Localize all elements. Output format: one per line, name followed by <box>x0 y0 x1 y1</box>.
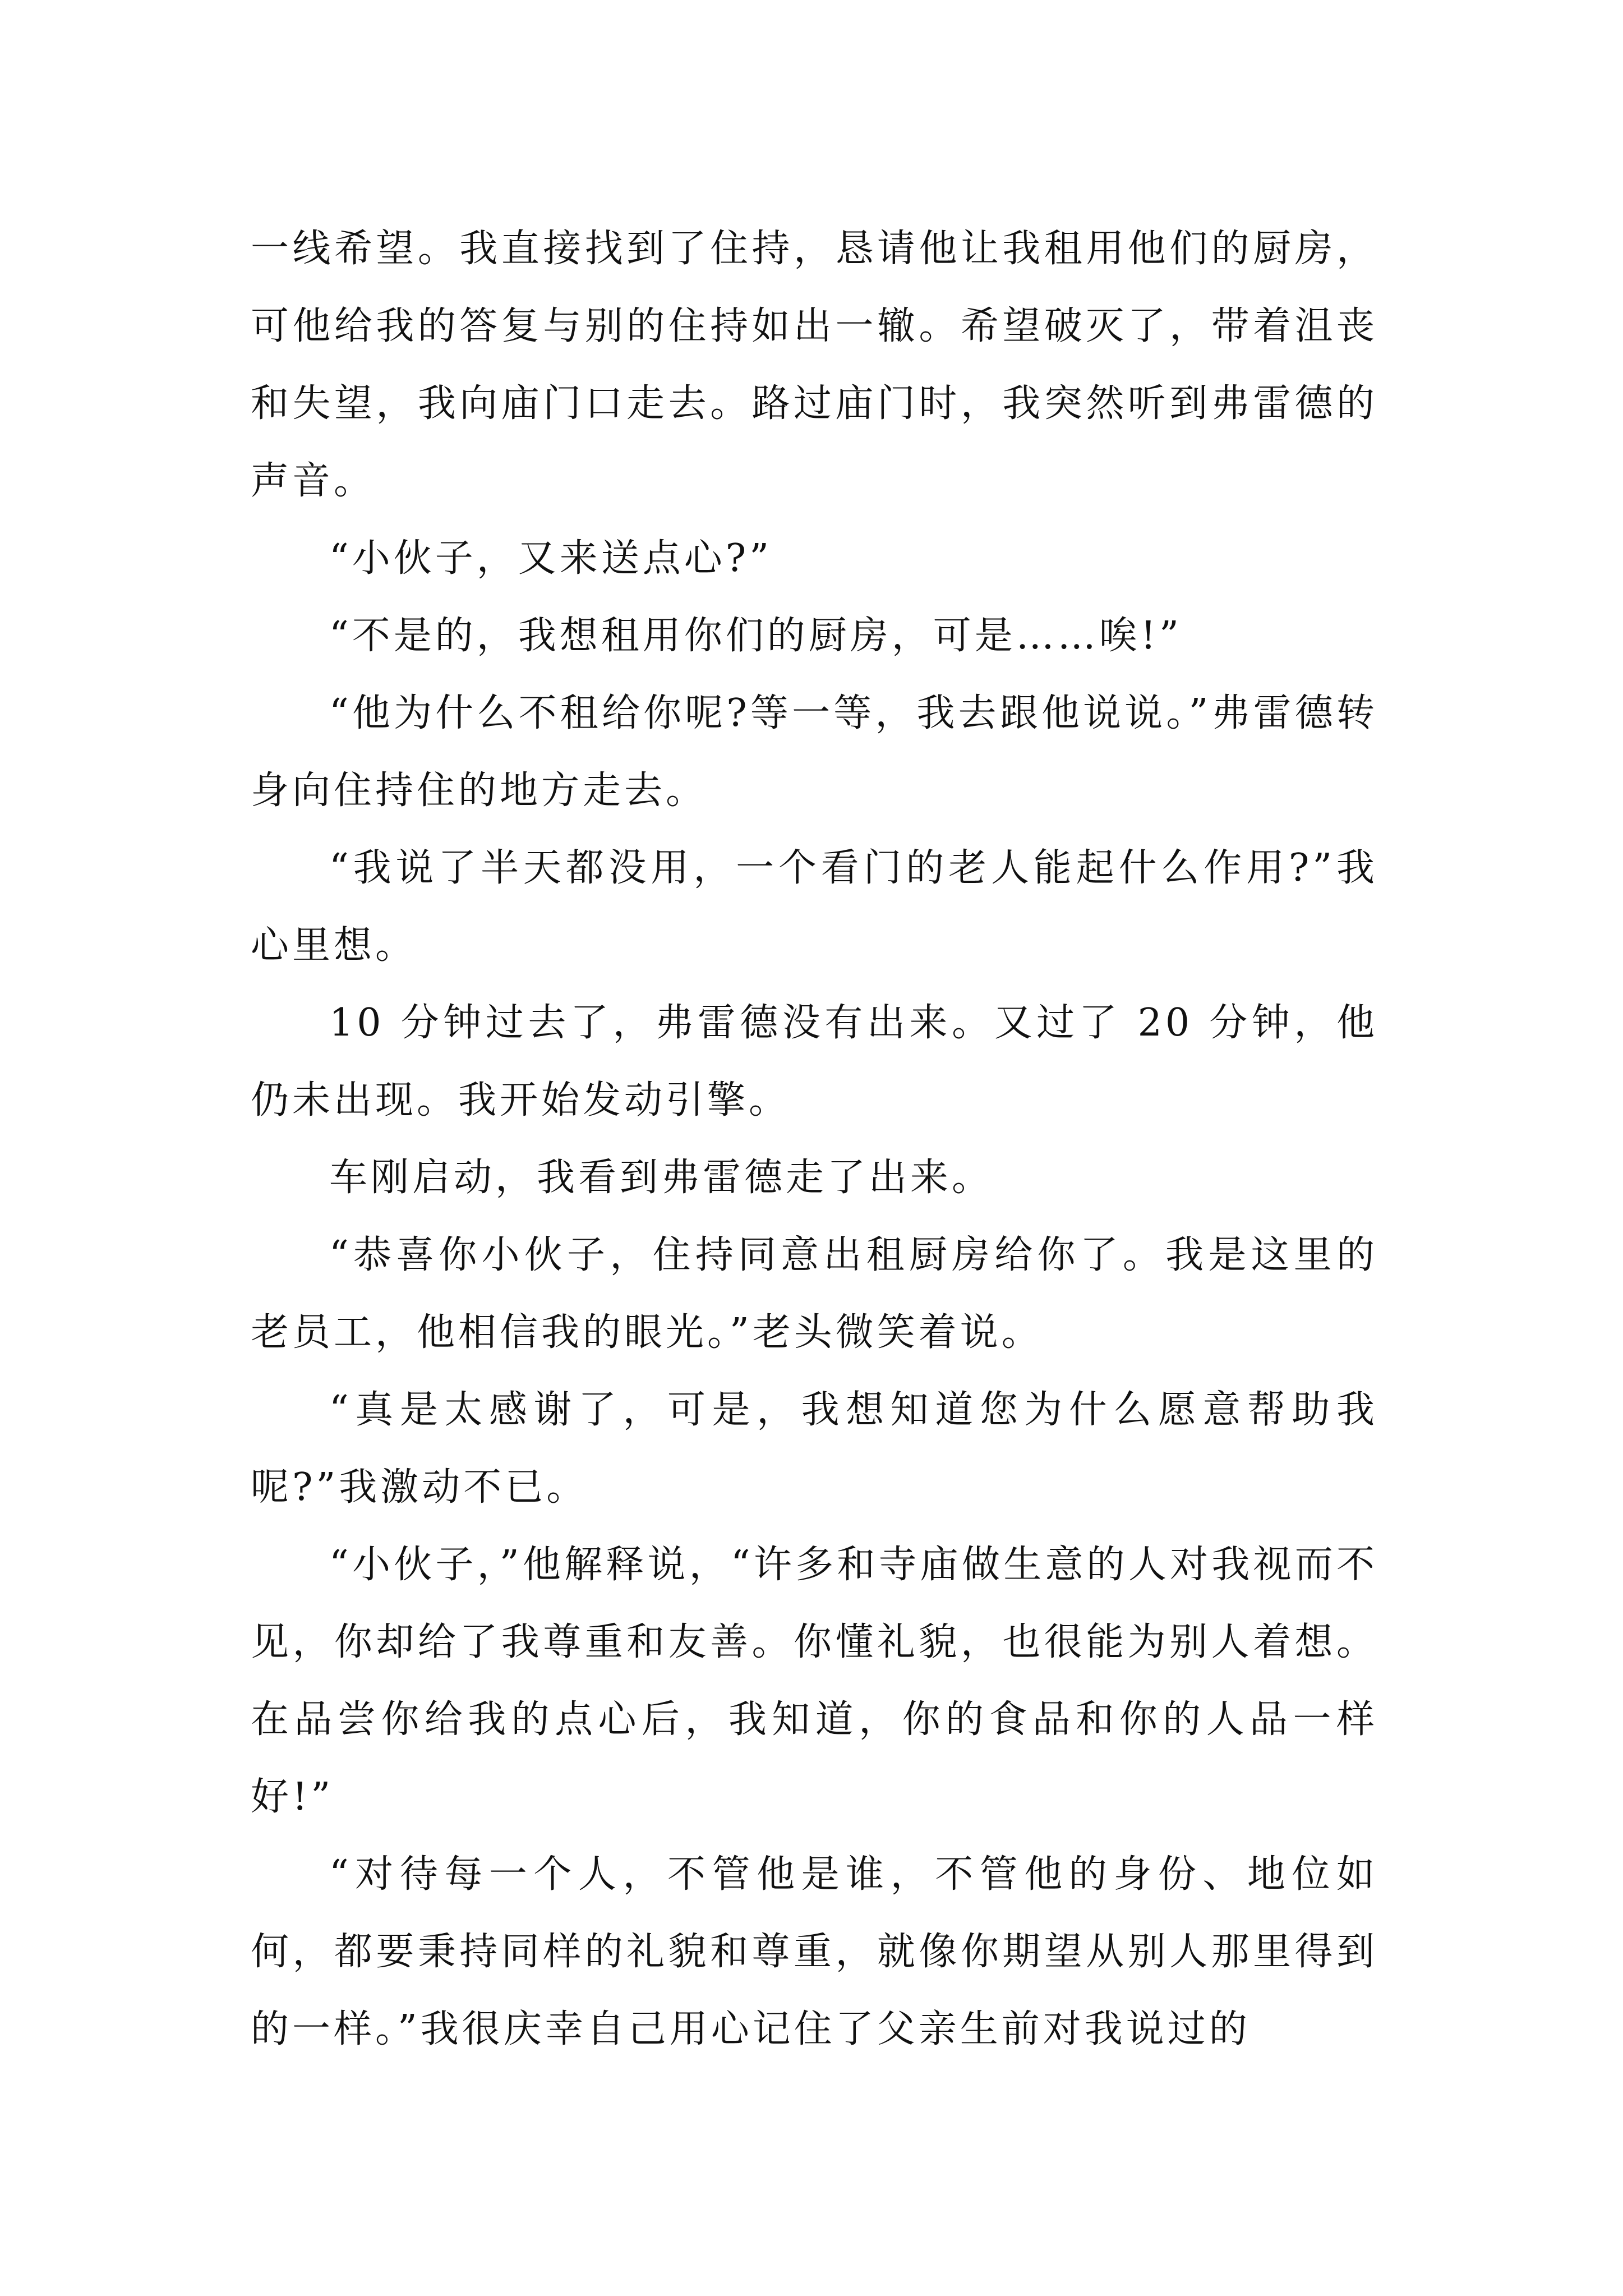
paragraph-2: “小伙子，又来送点心?” <box>329 536 772 581</box>
paragraph-11: “对待每一个人，不管他是谁，不管他的身份、地位如何，都要秉持同样的礼貌和尊重，就像你期望从别人那里得到的一样。”我很庆幸自己用心记住了父亲生前对我说过的 <box>251 1852 1378 2051</box>
paragraph-3: “不是的，我想租用你们的厨房，可是……唉!” <box>329 614 1182 658</box>
body-text <box>251 210 1378 2068</box>
paragraph-4: “他为什么不租给你呢?等一等，我去跟他说说。”弗雷德转身向住持住的地方走去。 <box>251 691 1378 813</box>
paragraph-8: “恭喜你小伙子，住持同意出租厨房给你了。我是这里的老员工，他相信我的眼光。”老头微笑着说。 <box>251 1233 1378 1355</box>
paragraph-9: “真是太感谢了，可是，我想知道您为什么愿意帮助我呢?”我激动不已。 <box>251 1388 1378 1510</box>
paragraph-6: 10 分钟过去了，弗雷德没有出来。又过了 20 分钟，他仍未出现。我开始发动引擎。 <box>251 1001 1378 1122</box>
paragraph-10: “小伙子，”他解释说，“许多和寺庙做生意的人对我视而不见，你却给了我尊重和友善。你懂礼貌，也很能为别人着想。在品尝你给我的点心后，我知道，你的食品和你的人品一样好!” <box>251 1543 1378 1819</box>
paragraph-5: “我说了半天都没用，一个看门的老人能起什么作用?”我心里想。 <box>251 846 1378 968</box>
paragraph-1: 一线希望。我直接找到了住持，恳请他让我租用他们的厨房，可他给我的答复与别的住持如出一辙。希望破灭了，带着沮丧和失望，我向庙门口走去。路过庙门时，我突然听到弗雷德的声音。 <box>251 227 1378 503</box>
paragraph-7: 车刚启动，我看到弗雷德走了出来。 <box>329 1156 994 1200</box>
